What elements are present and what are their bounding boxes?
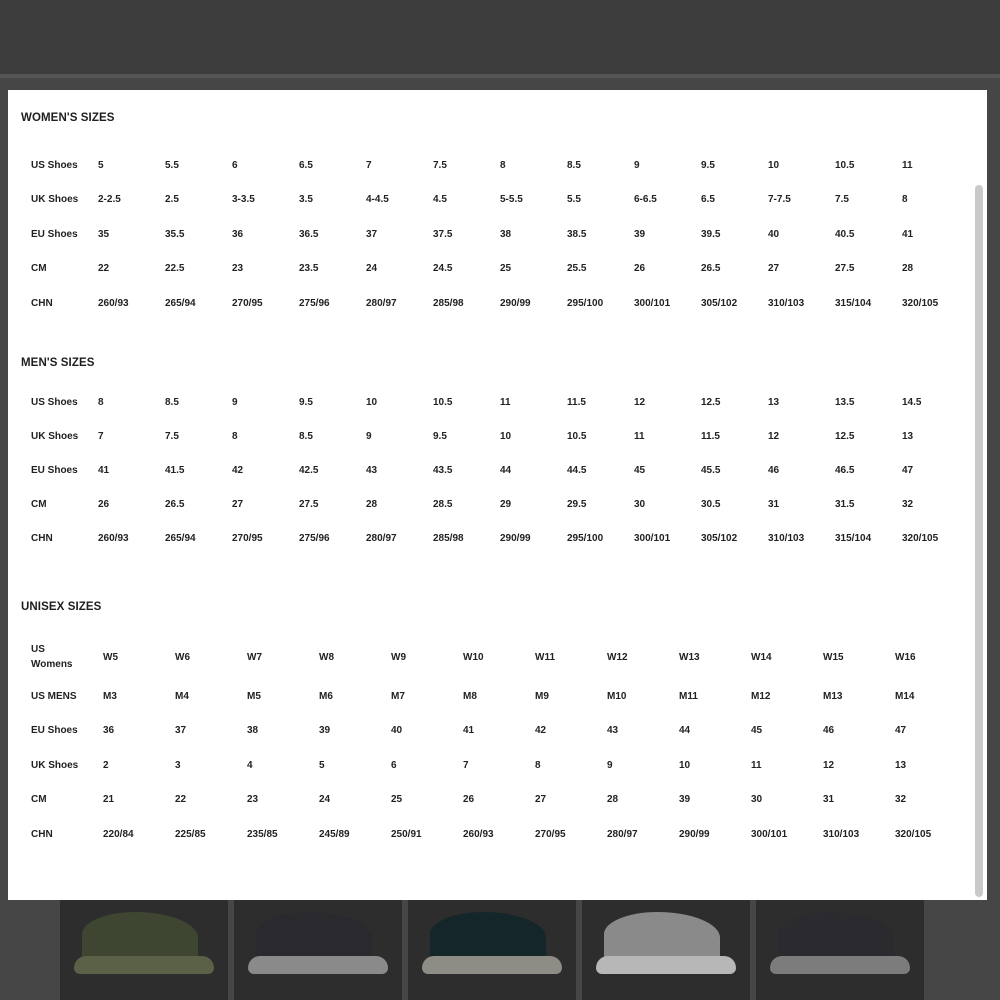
table-cell: 7.5 bbox=[433, 159, 447, 171]
table-cell: 26 bbox=[634, 263, 646, 275]
table-cell: 47 bbox=[902, 464, 914, 476]
table-cell: 5.5 bbox=[165, 159, 179, 171]
table-cell: 6 bbox=[232, 159, 238, 171]
table-cell: 3 bbox=[175, 759, 181, 771]
row-label: CM bbox=[31, 263, 47, 275]
table-cell: 31 bbox=[768, 499, 780, 511]
table-cell: 6 bbox=[391, 759, 397, 771]
table-cell: 39 bbox=[634, 228, 646, 240]
table-cell: W9 bbox=[391, 651, 406, 663]
table-cell: 7 bbox=[98, 430, 104, 442]
table-cell: 27.5 bbox=[299, 499, 319, 511]
table-cell: 37 bbox=[175, 725, 187, 737]
unisex-size-table bbox=[31, 635, 967, 852]
table-cell: 31 bbox=[823, 794, 835, 806]
table-cell: 42.5 bbox=[299, 464, 319, 476]
table-cell: 38.5 bbox=[567, 228, 587, 240]
table-cell: 7 bbox=[366, 159, 372, 171]
table-cell: M4 bbox=[175, 690, 189, 702]
row-label: CHN bbox=[31, 828, 53, 840]
table-cell: 260/93 bbox=[463, 828, 494, 840]
table-cell: 11.5 bbox=[567, 396, 586, 408]
table-cell: 4.5 bbox=[433, 194, 447, 206]
table-cell: 32 bbox=[895, 794, 907, 806]
table-cell: 8.5 bbox=[299, 430, 313, 442]
table-cell: 310/103 bbox=[823, 828, 860, 840]
product-thumbnails bbox=[60, 900, 940, 1000]
table-row bbox=[31, 714, 967, 749]
table-cell: 8 bbox=[902, 194, 908, 206]
table-cell: 13 bbox=[902, 430, 914, 442]
table-cell: 265/94 bbox=[165, 533, 196, 545]
table-cell: 9 bbox=[232, 396, 238, 408]
table-cell: W6 bbox=[175, 651, 190, 663]
table-cell: 300/101 bbox=[634, 297, 671, 309]
table-cell: 40 bbox=[768, 228, 780, 240]
table-cell: 300/101 bbox=[634, 533, 671, 545]
row-label: CHN bbox=[31, 297, 53, 309]
table-cell: 310/103 bbox=[768, 297, 805, 309]
table-cell: 27 bbox=[535, 794, 547, 806]
table-cell: M10 bbox=[607, 690, 627, 702]
table-cell: 25.5 bbox=[567, 263, 587, 275]
table-cell: 35.5 bbox=[165, 228, 185, 240]
table-cell: 44 bbox=[500, 464, 512, 476]
row-label: US Shoes bbox=[31, 396, 78, 408]
scrollbar-thumb[interactable] bbox=[975, 185, 983, 897]
table-cell: 40 bbox=[391, 725, 403, 737]
row-label: UK Shoes bbox=[31, 759, 79, 771]
table-cell: 285/98 bbox=[433, 297, 464, 309]
table-cell: 38 bbox=[500, 228, 512, 240]
table-cell: 295/100 bbox=[567, 533, 604, 545]
table-cell: 46 bbox=[768, 464, 780, 476]
table-cell: 9 bbox=[607, 759, 613, 771]
table-cell: M12 bbox=[751, 690, 771, 702]
table-cell: 5.5 bbox=[567, 194, 581, 206]
table-row bbox=[31, 679, 967, 714]
table-cell: 25 bbox=[391, 794, 403, 806]
table-cell: 315/104 bbox=[835, 297, 872, 309]
table-cell: 12 bbox=[768, 430, 780, 442]
table-cell: 10 bbox=[679, 759, 691, 771]
table-row bbox=[31, 385, 969, 419]
table-cell: 45 bbox=[634, 464, 646, 476]
table-cell: 23 bbox=[232, 263, 244, 275]
table-cell: 11 bbox=[500, 396, 511, 408]
table-cell: 26 bbox=[98, 499, 110, 511]
row-label: US Shoes bbox=[31, 159, 78, 171]
table-cell: 275/96 bbox=[299, 533, 330, 545]
table-cell: 225/85 bbox=[175, 828, 206, 840]
table-cell: 27 bbox=[232, 499, 244, 511]
table-cell: 26.5 bbox=[165, 499, 185, 511]
table-cell: W14 bbox=[751, 651, 772, 663]
table-cell: 305/102 bbox=[701, 533, 738, 545]
table-cell: 220/84 bbox=[103, 828, 134, 840]
table-cell: 30 bbox=[634, 499, 646, 511]
product-thumbnail[interactable] bbox=[756, 900, 924, 1000]
table-cell: 46 bbox=[823, 725, 835, 737]
table-cell: 45 bbox=[751, 725, 763, 737]
table-cell: 7.5 bbox=[835, 194, 849, 206]
table-row bbox=[31, 217, 969, 252]
table-row bbox=[31, 783, 967, 818]
table-cell: 40.5 bbox=[835, 228, 855, 240]
table-cell: 235/85 bbox=[247, 828, 278, 840]
table-cell: 14.5 bbox=[902, 396, 922, 408]
table-cell: 305/102 bbox=[701, 297, 738, 309]
table-cell: 250/91 bbox=[391, 828, 422, 840]
row-label: UK Shoes bbox=[31, 430, 79, 442]
table-cell: 280/97 bbox=[607, 828, 638, 840]
table-cell: 9.5 bbox=[299, 396, 313, 408]
table-cell: 265/94 bbox=[165, 297, 196, 309]
table-cell: 310/103 bbox=[768, 533, 805, 545]
table-cell: 300/101 bbox=[751, 828, 788, 840]
table-cell: 42 bbox=[535, 725, 547, 737]
table-cell: 13 bbox=[895, 759, 907, 771]
table-cell: 260/93 bbox=[98, 533, 129, 545]
table-cell: 28.5 bbox=[433, 499, 453, 511]
table-cell: 320/105 bbox=[902, 533, 939, 545]
table-cell: 10 bbox=[500, 430, 512, 442]
table-cell: 12.5 bbox=[701, 396, 721, 408]
table-cell: 45.5 bbox=[701, 464, 721, 476]
table-cell: 28 bbox=[366, 499, 378, 511]
table-cell: 22 bbox=[175, 794, 187, 806]
table-cell: 290/99 bbox=[679, 828, 710, 840]
table-cell: 11 bbox=[751, 759, 762, 771]
table-cell: W16 bbox=[895, 651, 916, 663]
product-thumbnail[interactable] bbox=[582, 900, 750, 1000]
row-label: EU Shoes bbox=[31, 725, 78, 737]
product-thumbnail[interactable] bbox=[60, 900, 228, 1000]
table-cell: 315/104 bbox=[835, 533, 872, 545]
table-cell: 10.5 bbox=[433, 396, 453, 408]
product-thumbnail[interactable] bbox=[234, 900, 402, 1000]
table-cell: 8.5 bbox=[165, 396, 179, 408]
table-cell: 36 bbox=[103, 725, 115, 737]
table-cell: 39.5 bbox=[701, 228, 721, 240]
table-cell: 29 bbox=[500, 499, 512, 511]
table-cell: 41 bbox=[463, 725, 475, 737]
table-cell: M7 bbox=[391, 690, 405, 702]
table-cell: 295/100 bbox=[567, 297, 604, 309]
table-row bbox=[31, 817, 967, 852]
table-cell: 3.5 bbox=[299, 194, 313, 206]
table-cell: 26 bbox=[463, 794, 475, 806]
table-cell: 21 bbox=[103, 794, 115, 806]
table-row bbox=[31, 635, 967, 679]
table-cell: 11 bbox=[634, 430, 645, 442]
table-row bbox=[31, 453, 969, 487]
table-cell: 2-2.5 bbox=[98, 194, 121, 206]
table-cell: 32 bbox=[902, 499, 914, 511]
table-cell: M11 bbox=[679, 690, 698, 702]
womens-size-table bbox=[31, 148, 969, 321]
table-cell: 22 bbox=[98, 263, 110, 275]
table-cell: 23 bbox=[247, 794, 259, 806]
table-cell: 6.5 bbox=[299, 159, 313, 171]
table-cell: 46.5 bbox=[835, 464, 855, 476]
table-cell: 10.5 bbox=[567, 430, 587, 442]
table-row bbox=[31, 148, 969, 183]
table-cell: 6-6.5 bbox=[634, 194, 657, 206]
table-cell: 8 bbox=[535, 759, 541, 771]
table-cell: 320/105 bbox=[902, 297, 939, 309]
table-cell: 41.5 bbox=[165, 464, 185, 476]
table-cell: 41 bbox=[98, 464, 110, 476]
table-cell: 42 bbox=[232, 464, 244, 476]
table-cell: 24.5 bbox=[433, 263, 453, 275]
womens-sizes-title: WOMEN'S SIZES bbox=[21, 112, 115, 124]
table-cell: 9 bbox=[366, 430, 372, 442]
table-cell: 37 bbox=[366, 228, 378, 240]
table-cell: 44.5 bbox=[567, 464, 587, 476]
table-cell: M5 bbox=[247, 690, 261, 702]
table-cell: 260/93 bbox=[98, 297, 129, 309]
table-cell: 10 bbox=[366, 396, 378, 408]
table-cell: 7 bbox=[463, 759, 469, 771]
table-cell: 280/97 bbox=[366, 297, 397, 309]
table-cell: 39 bbox=[319, 725, 331, 737]
row-label: EU Shoes bbox=[31, 228, 78, 240]
table-cell: 10 bbox=[768, 159, 780, 171]
table-cell: 3-3.5 bbox=[232, 194, 255, 206]
table-cell: 31.5 bbox=[835, 499, 855, 511]
table-cell: 275/96 bbox=[299, 297, 330, 309]
table-cell: 285/98 bbox=[433, 533, 464, 545]
table-cell: 9 bbox=[634, 159, 640, 171]
table-cell: 36 bbox=[232, 228, 244, 240]
row-label: US Womens bbox=[31, 644, 73, 670]
table-cell: M8 bbox=[463, 690, 477, 702]
row-label: US MENS bbox=[31, 690, 77, 702]
table-cell: W11 bbox=[535, 651, 556, 663]
table-cell: 24 bbox=[366, 263, 378, 275]
table-cell: 41 bbox=[902, 228, 914, 240]
table-cell: W10 bbox=[463, 651, 484, 663]
row-label: EU Shoes bbox=[31, 464, 78, 476]
table-cell: 8 bbox=[232, 430, 238, 442]
table-cell: 11 bbox=[902, 159, 913, 171]
table-cell: M13 bbox=[823, 690, 843, 702]
table-row bbox=[31, 252, 969, 287]
table-cell: W5 bbox=[103, 651, 118, 663]
table-cell: 28 bbox=[607, 794, 619, 806]
table-cell: 8.5 bbox=[567, 159, 581, 171]
table-cell: 7-7.5 bbox=[768, 194, 791, 206]
table-cell: 6.5 bbox=[701, 194, 715, 206]
table-cell: M3 bbox=[103, 690, 117, 702]
table-cell: 11.5 bbox=[701, 430, 720, 442]
table-cell: 13 bbox=[768, 396, 780, 408]
table-cell: 290/99 bbox=[500, 297, 531, 309]
table-cell: 2 bbox=[103, 759, 109, 771]
table-cell: 12.5 bbox=[835, 430, 855, 442]
table-cell: M6 bbox=[319, 690, 333, 702]
table-cell: 5 bbox=[319, 759, 325, 771]
table-cell: W13 bbox=[679, 651, 700, 663]
table-cell: 43 bbox=[607, 725, 619, 737]
table-cell: 270/95 bbox=[232, 533, 263, 545]
table-cell: 44 bbox=[679, 725, 691, 737]
row-label: CM bbox=[31, 499, 47, 511]
table-cell: 30 bbox=[751, 794, 763, 806]
table-cell: W15 bbox=[823, 651, 844, 663]
table-cell: 24 bbox=[319, 794, 331, 806]
table-cell: 37.5 bbox=[433, 228, 453, 240]
page-header-dimmed bbox=[0, 0, 1000, 78]
table-cell: 36.5 bbox=[299, 228, 319, 240]
table-cell: 245/89 bbox=[319, 828, 350, 840]
table-cell: 8 bbox=[500, 159, 506, 171]
table-row bbox=[31, 522, 969, 556]
table-row bbox=[31, 748, 967, 783]
table-cell: M9 bbox=[535, 690, 549, 702]
table-cell: 9.5 bbox=[701, 159, 715, 171]
table-cell: 26.5 bbox=[701, 263, 721, 275]
row-label: UK Shoes bbox=[31, 194, 79, 206]
table-cell: W12 bbox=[607, 651, 628, 663]
table-cell: 4-4.5 bbox=[366, 194, 389, 206]
unisex-sizes-title: UNISEX SIZES bbox=[21, 601, 102, 613]
table-cell: M14 bbox=[895, 690, 915, 702]
row-label: CHN bbox=[31, 533, 53, 545]
table-row bbox=[31, 286, 969, 321]
table-cell: 9.5 bbox=[433, 430, 447, 442]
table-cell: 270/95 bbox=[535, 828, 566, 840]
mens-sizes-title: MEN'S SIZES bbox=[21, 357, 95, 369]
table-cell: 25 bbox=[500, 263, 512, 275]
table-cell: 7.5 bbox=[165, 430, 179, 442]
product-thumbnail[interactable] bbox=[408, 900, 576, 1000]
size-chart-modal bbox=[8, 90, 987, 900]
table-cell: 27 bbox=[768, 263, 780, 275]
table-cell: 270/95 bbox=[232, 297, 263, 309]
table-cell: W7 bbox=[247, 651, 262, 663]
table-cell: 280/97 bbox=[366, 533, 397, 545]
table-row bbox=[31, 488, 969, 522]
table-cell: 13.5 bbox=[835, 396, 855, 408]
table-cell: 23.5 bbox=[299, 263, 319, 275]
table-cell: 39 bbox=[679, 794, 691, 806]
table-cell: 8 bbox=[98, 396, 104, 408]
table-cell: 22.5 bbox=[165, 263, 185, 275]
table-cell: 10.5 bbox=[835, 159, 855, 171]
table-row bbox=[31, 183, 969, 218]
table-cell: 43.5 bbox=[433, 464, 453, 476]
table-cell: 12 bbox=[634, 396, 646, 408]
table-cell: W8 bbox=[319, 651, 334, 663]
table-cell: 35 bbox=[98, 228, 110, 240]
table-cell: 12 bbox=[823, 759, 835, 771]
table-cell: 28 bbox=[902, 263, 914, 275]
table-cell: 2.5 bbox=[165, 194, 179, 206]
table-cell: 29.5 bbox=[567, 499, 587, 511]
table-cell: 38 bbox=[247, 725, 259, 737]
table-cell: 290/99 bbox=[500, 533, 531, 545]
table-cell: 5 bbox=[98, 159, 104, 171]
table-row bbox=[31, 419, 969, 453]
table-cell: 43 bbox=[366, 464, 378, 476]
mens-size-table bbox=[31, 385, 969, 556]
table-cell: 5-5.5 bbox=[500, 194, 523, 206]
modal-scrollbar[interactable] bbox=[974, 185, 984, 895]
row-label: CM bbox=[31, 794, 47, 806]
table-cell: 320/105 bbox=[895, 828, 932, 840]
table-cell: 4 bbox=[247, 759, 253, 771]
table-cell: 47 bbox=[895, 725, 907, 737]
table-cell: 30.5 bbox=[701, 499, 721, 511]
table-cell: 27.5 bbox=[835, 263, 855, 275]
